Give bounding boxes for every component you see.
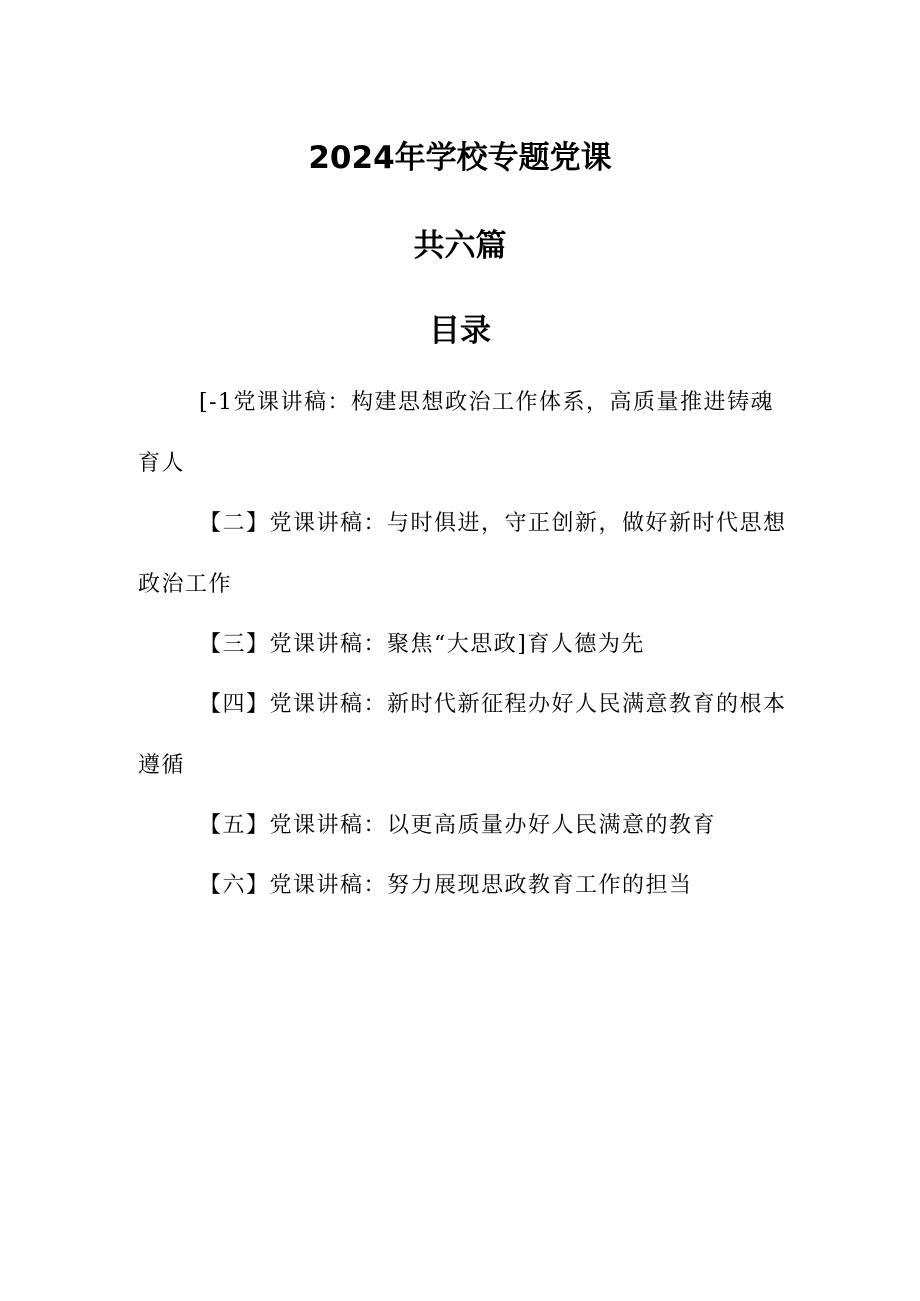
table-of-contents: [138, 372, 788, 915]
document-subtitle: 共六篇: [413, 228, 507, 264]
toc-item-6: 【六】党课讲稿：努力展现思政教育工作的担当: [199, 873, 693, 898]
toc-item-4: 【四】党课讲稿：新时代新征程办好人民满意教育的根本遵循: [138, 692, 787, 778]
toc-item-2: 【二】党课讲稿：与时俱进，守正创新，做好新时代思想政治工作: [138, 511, 787, 597]
document-title: 2024年学校专题党课: [308, 140, 612, 176]
toc-item-1: [-1党课讲稿：构建思想政治工作体系，高质量推进铸魂育人: [138, 390, 775, 476]
toc-heading: 目录: [429, 313, 491, 349]
toc-item-5: 【五】党课讲稿：以更高质量办好人民满意的教育: [199, 813, 717, 838]
toc-item-3: 【三】党课讲稿：聚焦“大思政]育人德为先: [199, 632, 645, 657]
